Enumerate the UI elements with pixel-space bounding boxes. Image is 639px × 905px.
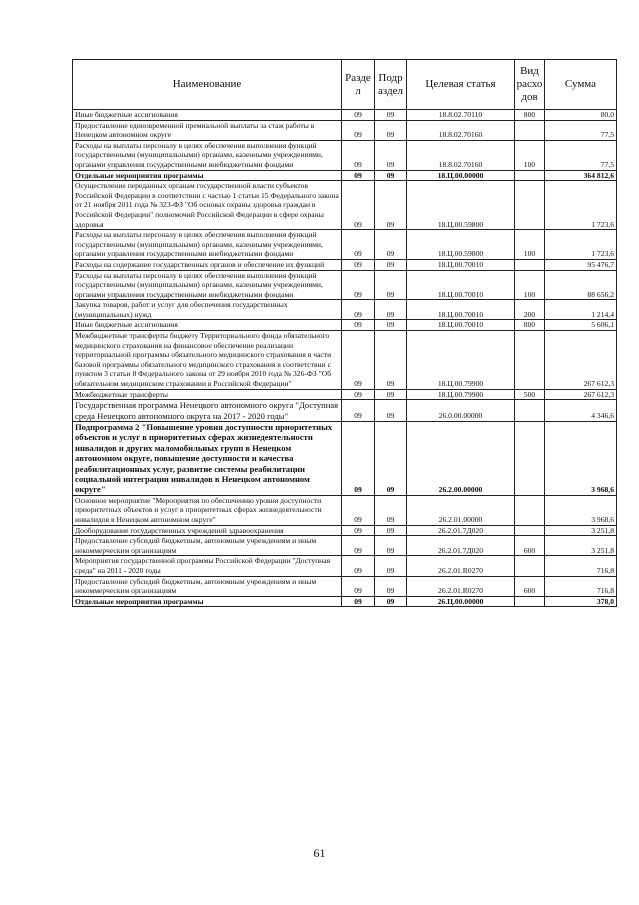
row-section: 09: [342, 596, 375, 607]
row-section: 09: [342, 576, 375, 596]
row-target-article: 26.2.01.R0270: [407, 576, 515, 596]
row-section: 09: [342, 181, 375, 230]
row-sum: 3 968,6: [545, 495, 617, 525]
row-target-article: 18.8.02.70110: [407, 110, 515, 121]
row-sum: 95 476,7: [545, 259, 617, 270]
row-subsection: 09: [375, 259, 407, 270]
row-name: Расходы на выплаты персоналу в целях обеспечения выполнения функций государственными (муниципальными) органами, казенными учреждениями, органами управления государственными внебюджетными фондами: [73, 270, 342, 300]
row-expense-type: 800: [515, 320, 545, 331]
table-row: [73, 110, 617, 121]
row-sum: 3 251,8: [545, 525, 617, 536]
header-expense-type: Вид расхо дов: [515, 60, 545, 110]
row-target-article: 18.Ц.00.59800: [407, 230, 515, 260]
row-sum: 88 656,2: [545, 270, 617, 300]
table-row: [73, 400, 617, 422]
row-sum: 378,0: [545, 596, 617, 607]
row-section: 09: [342, 556, 375, 576]
row-sum: 267 612,3: [545, 389, 617, 400]
row-target-article: 26.2.01.7Д020: [407, 525, 515, 536]
row-name: Предоставление единовременной премиальной выплаты за стаж работы в Ненецком автономном округе: [73, 120, 342, 140]
row-name: Отдельные мероприятия программы: [73, 596, 342, 607]
table-row: [73, 270, 617, 300]
row-name: Межбюджетные трансферты: [73, 389, 342, 400]
row-expense-type: 600: [515, 576, 545, 596]
row-subsection: 09: [375, 389, 407, 400]
row-name: Государственная программа Ненецкого автономного округа "Доступная среда Ненецкого автономного округа на 2017 - 2020 годы": [73, 400, 342, 422]
row-expense-type: [515, 525, 545, 536]
row-expense-type: [515, 400, 545, 422]
row-subsection: 09: [375, 331, 407, 390]
row-sum: 4 346,6: [545, 400, 617, 422]
row-name: Мероприятия государственной программы Российской Федерации "Доступная среда" на 2011 - 2020 годы: [73, 556, 342, 576]
row-section: 09: [342, 170, 375, 181]
row-expense-type: [515, 422, 545, 496]
table-row: [73, 495, 617, 525]
row-expense-type: [515, 556, 545, 576]
row-section: 09: [342, 422, 375, 496]
row-target-article: 26.2.01.7Д020: [407, 536, 515, 556]
row-name: Осуществление переданных органам государственной власти субъектов Российской Федерации в соответствии с частью 1 статьи 15 Федерального закона от 21 ноября 2011 года № 323-ФЗ "Об основах охраны здоровья граждан в Российской Федерации" полномочий Российской Федерации в сфере охраны здоровья: [73, 181, 342, 230]
table-row: [73, 596, 617, 607]
row-expense-type: [515, 259, 545, 270]
row-target-article: 18.Ц.00.70010: [407, 320, 515, 331]
row-section: 09: [342, 140, 375, 170]
table-row: [73, 576, 617, 596]
row-target-article: 26.Ц.00.00000: [407, 596, 515, 607]
row-sum: 364 812,6: [545, 170, 617, 181]
row-expense-type: [515, 120, 545, 140]
table-row: [73, 422, 617, 496]
row-target-article: 18.8.02.70160: [407, 140, 515, 170]
row-section: 09: [342, 230, 375, 260]
row-subsection: 09: [375, 556, 407, 576]
row-expense-type: [515, 495, 545, 525]
row-target-article: 18.8.02.70160: [407, 120, 515, 140]
row-name: Закупка товаров, работ и услуг для обеспечения государственных (муниципальных) нужд: [73, 300, 342, 320]
row-expense-type: 200: [515, 300, 545, 320]
page-number: 61: [313, 846, 326, 860]
row-target-article: 18.Ц.00.70010: [407, 259, 515, 270]
table-row: [73, 300, 617, 320]
row-subsection: 09: [375, 400, 407, 422]
row-subsection: 09: [375, 170, 407, 181]
row-subsection: 09: [375, 181, 407, 230]
table-row: [73, 140, 617, 170]
table-row: [73, 259, 617, 270]
row-section: 09: [342, 400, 375, 422]
row-expense-type: [515, 331, 545, 390]
row-name: Подпрограмма 2 "Повышение уровня доступности приоритетных объектов и услуг в приоритетных сферах жизнедеятельности инвалидов и других маломобильных групп в Ненецком автономном округе, повышение доступности и качества реабилитационных услуг, развитие системы реабилитации социальной интеграции инвалидов в Ненецком автономном округе": [73, 422, 342, 496]
row-expense-type: [515, 181, 545, 230]
table-row: [73, 170, 617, 181]
row-expense-type: 500: [515, 389, 545, 400]
row-target-article: 18.Ц.00.70010: [407, 300, 515, 320]
row-name: Расходы на выплаты персоналу в целях обеспечения выполнения функций государственными (муниципальными) органами, казенными учреждениями, органами управления государственными внебюджетными фондами: [73, 230, 342, 260]
row-section: 09: [342, 320, 375, 331]
table-row: [73, 181, 617, 230]
table-row: [73, 556, 617, 576]
row-section: 09: [342, 389, 375, 400]
row-section: 09: [342, 331, 375, 390]
row-target-article: 18.Ц.00.59800: [407, 181, 515, 230]
header-row: [73, 60, 617, 110]
header-section: Разде л: [342, 60, 375, 110]
header-target-article: Целевая статья: [407, 60, 515, 110]
row-sum: 5 606,1: [545, 320, 617, 331]
row-sum: 1 723,6: [545, 230, 617, 260]
row-expense-type: 100: [515, 270, 545, 300]
row-name: Дооборудование государственных учреждений здравоохранения: [73, 525, 342, 536]
header-name: Наименование: [73, 60, 342, 110]
row-section: 09: [342, 120, 375, 140]
header-subsection: Подр аздел: [375, 60, 407, 110]
row-subsection: 09: [375, 576, 407, 596]
row-subsection: 09: [375, 495, 407, 525]
row-name: Предоставление субсидий бюджетным, автономным учреждениям и иным некоммерческим организациям: [73, 536, 342, 556]
row-subsection: 09: [375, 422, 407, 496]
row-sum: 80,0: [545, 110, 617, 121]
row-sum: 77,5: [545, 140, 617, 170]
row-subsection: 09: [375, 270, 407, 300]
row-section: 09: [342, 536, 375, 556]
table-body: [73, 110, 617, 607]
row-section: 09: [342, 110, 375, 121]
table-row: [73, 536, 617, 556]
row-target-article: 26.2.01.R0270: [407, 556, 515, 576]
row-sum: 267 612,3: [545, 331, 617, 390]
row-section: 09: [342, 300, 375, 320]
row-sum: 3 251,8: [545, 536, 617, 556]
row-expense-type: 100: [515, 140, 545, 170]
row-target-article: 18.Ц.00.79900: [407, 331, 515, 390]
row-section: 09: [342, 270, 375, 300]
row-name: Межбюджетные трансферты бюджету Территориального фонда обязательного медицинского страхования на финансовое обеспечение реализации территориальной программы обязательного медицинского страхования в части базовой программы обязательного медицинского страхования в соответствии с пунктом 3 статьи 8 Федерального закона от 29 ноября 2010 года № 326-ФЗ "Об обязательном медицинском страховании в Российской Федерации": [73, 331, 342, 390]
table-row: [73, 230, 617, 260]
row-sum: 1 723,6: [545, 181, 617, 230]
row-subsection: 09: [375, 110, 407, 121]
row-subsection: 09: [375, 596, 407, 607]
row-subsection: 09: [375, 230, 407, 260]
row-expense-type: [515, 170, 545, 181]
row-expense-type: 800: [515, 110, 545, 121]
row-expense-type: [515, 596, 545, 607]
row-subsection: 09: [375, 120, 407, 140]
row-subsection: 09: [375, 140, 407, 170]
row-section: 09: [342, 495, 375, 525]
row-subsection: 09: [375, 300, 407, 320]
table-row: [73, 389, 617, 400]
row-expense-type: 100: [515, 230, 545, 260]
row-name: Расходы на содержание государственных органов и обеспечение их функций: [73, 259, 342, 270]
row-name: Отдельные мероприятия программы: [73, 170, 342, 181]
row-sum: 716,8: [545, 576, 617, 596]
row-section: 09: [342, 525, 375, 536]
row-sum: 3 968,6: [545, 422, 617, 496]
row-subsection: 09: [375, 536, 407, 556]
row-section: 09: [342, 259, 375, 270]
row-subsection: 09: [375, 320, 407, 331]
table-row: [73, 331, 617, 390]
row-target-article: 18.Ц.00.79900: [407, 389, 515, 400]
row-name: Иные бюджетные ассигнования: [73, 320, 342, 331]
row-expense-type: 600: [515, 536, 545, 556]
row-target-article: 18.Ц.00.70010: [407, 270, 515, 300]
row-name: Расходы на выплаты персоналу в целях обеспечения выполнения функций государственными (муниципальными) органами, казенными учреждениями, органами управления государственными внебюджетными фондами: [73, 140, 342, 170]
table-row: [73, 525, 617, 536]
header-sum: Сумма: [545, 60, 617, 110]
row-sum: 716,8: [545, 556, 617, 576]
table-row: [73, 320, 617, 331]
row-target-article: 26.0.00.00000: [407, 400, 515, 422]
row-sum: 1 214,4: [545, 300, 617, 320]
row-target-article: 18.Ц.00.00000: [407, 170, 515, 181]
row-name: Основное мероприятие "Мероприятия по обеспечению уровня доступности приоритетных объектов и услуг в приоритетных сферах жизнедеятельности инвалидов в Ненецком автономном округе": [73, 495, 342, 525]
row-target-article: 26.2.00.00000: [407, 422, 515, 496]
row-name: Иные бюджетные ассигнования: [73, 110, 342, 121]
row-subsection: 09: [375, 525, 407, 536]
budget-table: [72, 59, 617, 607]
row-target-article: 26.2.01.00000: [407, 495, 515, 525]
table-row: [73, 120, 617, 140]
row-name: Предоставление субсидий бюджетным, автономным учреждениям и иным некоммерческим организациям: [73, 576, 342, 596]
row-sum: 77,5: [545, 120, 617, 140]
